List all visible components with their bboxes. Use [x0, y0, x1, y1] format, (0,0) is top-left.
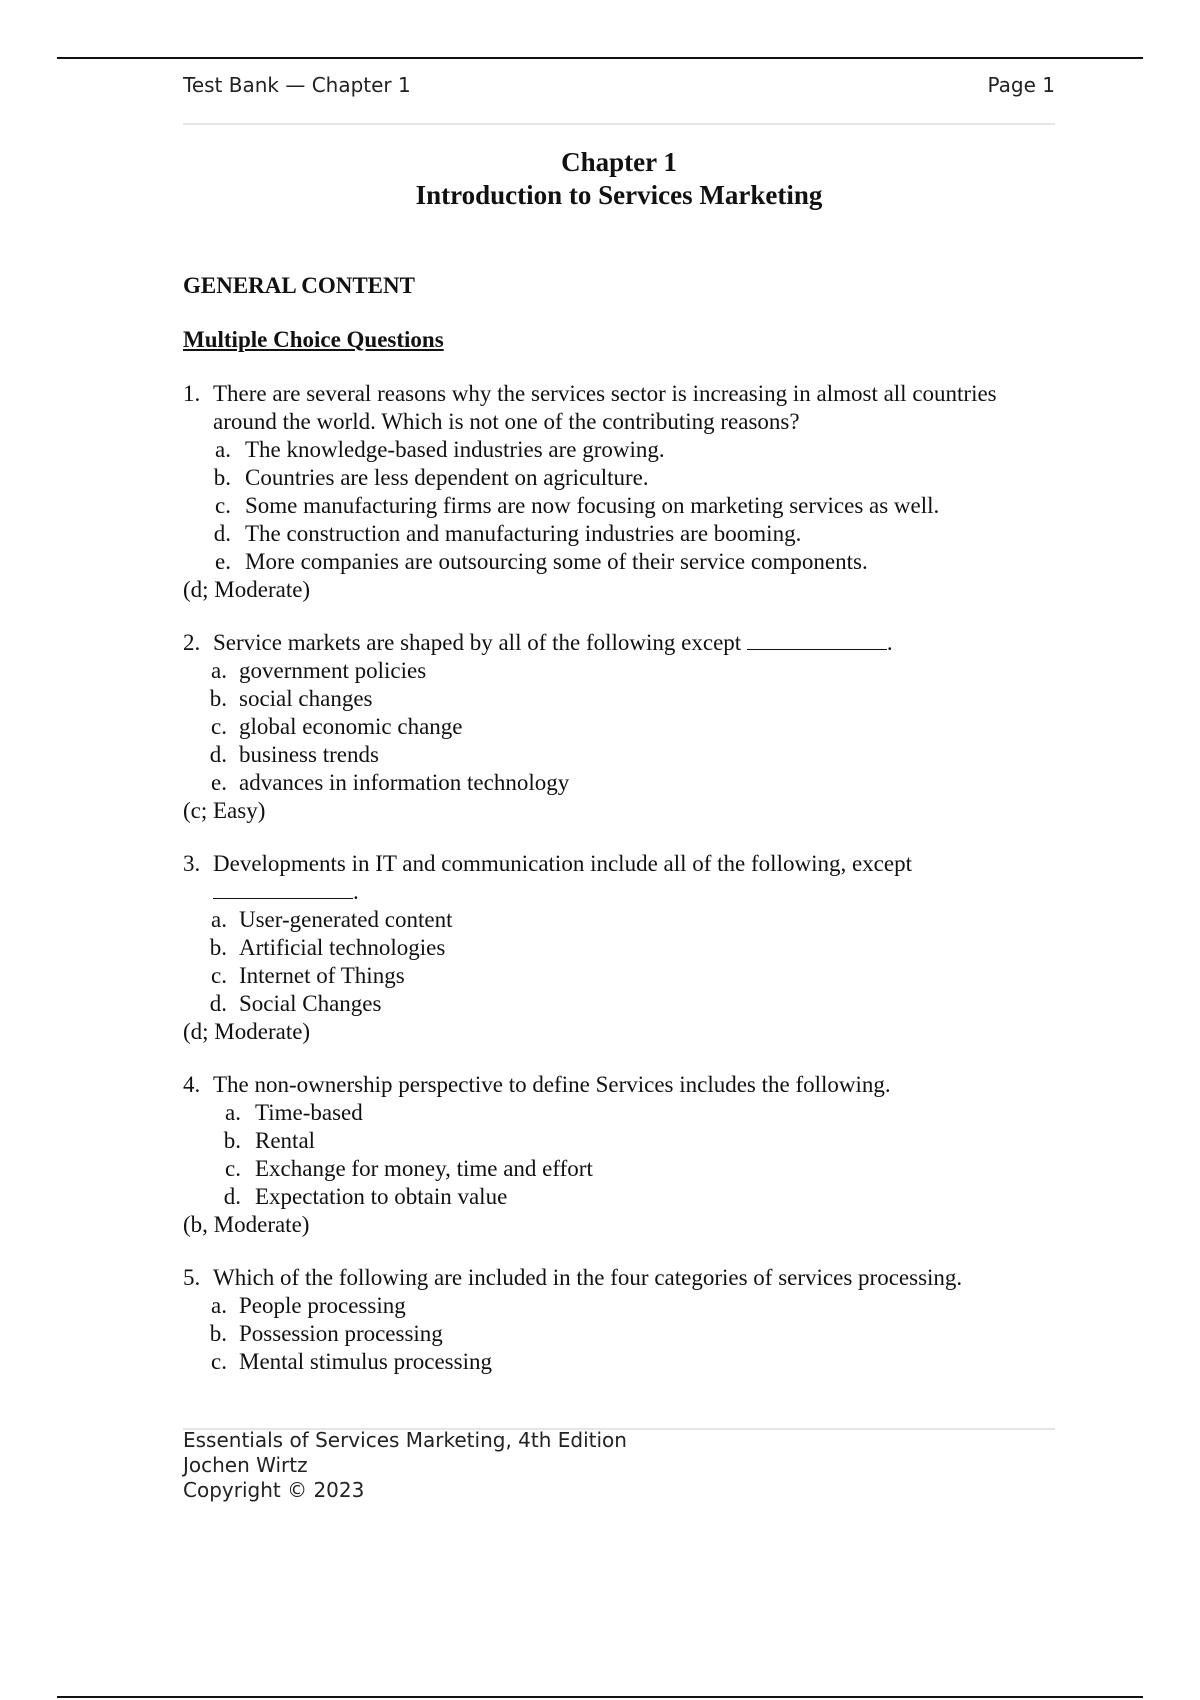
option-text: government policies — [239, 658, 427, 683]
chapter-title — [183, 146, 1055, 212]
option-letter: c. — [211, 963, 227, 988]
option-letter: a. — [225, 1100, 241, 1125]
option-text: Countries are less dependent on agriculture. — [245, 465, 649, 490]
option-list — [183, 436, 1055, 576]
option-letter: a. — [211, 907, 227, 932]
option — [183, 1155, 1055, 1183]
question-text: Developments in IT and communication include all of the following, except — [213, 851, 912, 876]
option — [183, 1320, 1055, 1348]
question-stem — [183, 1264, 1055, 1292]
option-text: The construction and manufacturing industries are booming. — [245, 521, 802, 546]
option-list — [183, 906, 1055, 1018]
option-text: The knowledge-based industries are growing. — [245, 437, 665, 462]
option-letter: b. — [213, 465, 231, 490]
question-2 — [183, 629, 1055, 825]
question-number: 5. — [183, 1265, 201, 1290]
option — [183, 962, 1055, 990]
option — [183, 1348, 1055, 1376]
option-letter: d. — [209, 742, 227, 767]
option — [183, 906, 1055, 934]
answer-key: (b, Moderate) — [183, 1212, 310, 1237]
question-stem — [183, 380, 1055, 436]
option-text: Exchange for money, time and effort — [255, 1156, 593, 1181]
option-letter: c. — [215, 493, 231, 518]
option-letter: e. — [215, 549, 231, 574]
option-list — [183, 657, 1055, 797]
option-letter: b. — [209, 935, 227, 960]
option — [183, 990, 1055, 1018]
question-text: There are several reasons why the services sector is increasing in almost all countries around the world. Which is not one of the contributing reasons? — [213, 381, 997, 434]
option — [183, 741, 1055, 769]
option — [183, 1099, 1055, 1127]
option — [183, 934, 1055, 962]
option — [183, 685, 1055, 713]
question-number: 4. — [183, 1072, 201, 1097]
page-footer — [183, 1428, 1055, 1503]
option-text: More companies are outsourcing some of their service components. — [245, 549, 868, 574]
footer-book-title: Essentials of Services Marketing, 4th Edition — [183, 1428, 627, 1452]
question-text: The non-ownership perspective to define Services includes the following. — [213, 1072, 891, 1097]
option-text: Expectation to obtain value — [255, 1184, 508, 1209]
section-heading: GENERAL CONTENT — [183, 273, 415, 298]
question-5 — [183, 1264, 1055, 1376]
option-text: Social Changes — [239, 991, 382, 1016]
subsection-heading: Multiple Choice Questions — [183, 327, 444, 352]
top-rule — [57, 57, 1143, 59]
footer-copyright: Copyright © 2023 — [183, 1478, 365, 1502]
option-letter: b. — [209, 1321, 227, 1346]
question-text-end: . — [353, 879, 359, 904]
option-letter: d. — [213, 521, 231, 546]
option-letter: d. — [209, 991, 227, 1016]
option — [183, 464, 1055, 492]
answer-key: (c; Easy) — [183, 798, 266, 823]
option-letter: b. — [209, 686, 227, 711]
question-stem — [183, 850, 1055, 906]
question-text-wrap — [213, 850, 1055, 906]
option-text: global economic change — [239, 714, 463, 739]
option-letter: c. — [225, 1156, 241, 1181]
option-letter: d. — [223, 1184, 241, 1209]
question-number: 1. — [183, 381, 201, 406]
page-header — [183, 73, 1055, 97]
option — [183, 1292, 1055, 1320]
bottom-rule — [57, 1696, 1143, 1698]
option-text: User-generated content — [239, 907, 453, 932]
answer-key: (d; Moderate) — [183, 577, 311, 602]
option-letter: a. — [211, 1293, 227, 1318]
option — [183, 657, 1055, 685]
option — [183, 1183, 1055, 1211]
document-body — [183, 272, 1055, 1401]
option — [183, 436, 1055, 464]
option-text: Possession processing — [239, 1321, 443, 1346]
option — [183, 520, 1055, 548]
header-title: Test Bank — Chapter 1 — [183, 73, 411, 97]
option-list — [183, 1292, 1055, 1376]
question-text-wrap — [213, 629, 1055, 657]
question-stem — [183, 1071, 1055, 1099]
option — [183, 713, 1055, 741]
option-letter: b. — [223, 1128, 241, 1153]
header-page-number: Page 1 — [987, 73, 1055, 97]
option-text: Internet of Things — [239, 963, 405, 988]
question-text: Service markets are shaped by all of the following except — [213, 630, 742, 655]
option-text: Mental stimulus processing — [239, 1349, 492, 1374]
option-letter: a. — [215, 437, 231, 462]
option-list — [183, 1099, 1055, 1211]
option-letter: c. — [211, 1349, 227, 1374]
question-text-end: . — [886, 630, 893, 655]
question-1 — [183, 380, 1055, 604]
option-letter: a. — [211, 658, 227, 683]
footer-author: Jochen Wirtz — [183, 1453, 308, 1477]
header-divider — [183, 123, 1055, 125]
option-text: Artificial technologies — [239, 935, 446, 960]
question-3 — [183, 850, 1055, 1046]
answer-blank — [747, 629, 887, 650]
question-stem — [183, 629, 1055, 657]
question-number: 2. — [183, 630, 201, 655]
option — [183, 548, 1055, 576]
option-text: business trends — [239, 742, 379, 767]
option-letter: c. — [211, 714, 227, 739]
option-text: social changes — [239, 686, 373, 711]
question-number: 3. — [183, 851, 201, 876]
chapter-name: Introduction to Services Marketing — [415, 180, 823, 210]
option — [183, 1127, 1055, 1155]
option-letter: e. — [211, 770, 227, 795]
answer-key: (d; Moderate) — [183, 1019, 311, 1044]
option-text: People processing — [239, 1293, 406, 1318]
question-text: Which of the following are included in the four categories of services processing. — [213, 1265, 963, 1290]
option-text: advances in information technology — [239, 770, 570, 795]
option — [183, 492, 1055, 520]
question-4 — [183, 1071, 1055, 1239]
answer-blank — [213, 878, 353, 899]
option — [183, 769, 1055, 797]
option-text: Time-based — [255, 1100, 363, 1125]
chapter-number: Chapter 1 — [561, 147, 677, 177]
option-text: Rental — [255, 1128, 316, 1153]
option-text: Some manufacturing firms are now focusing on marketing services as well. — [245, 493, 940, 518]
